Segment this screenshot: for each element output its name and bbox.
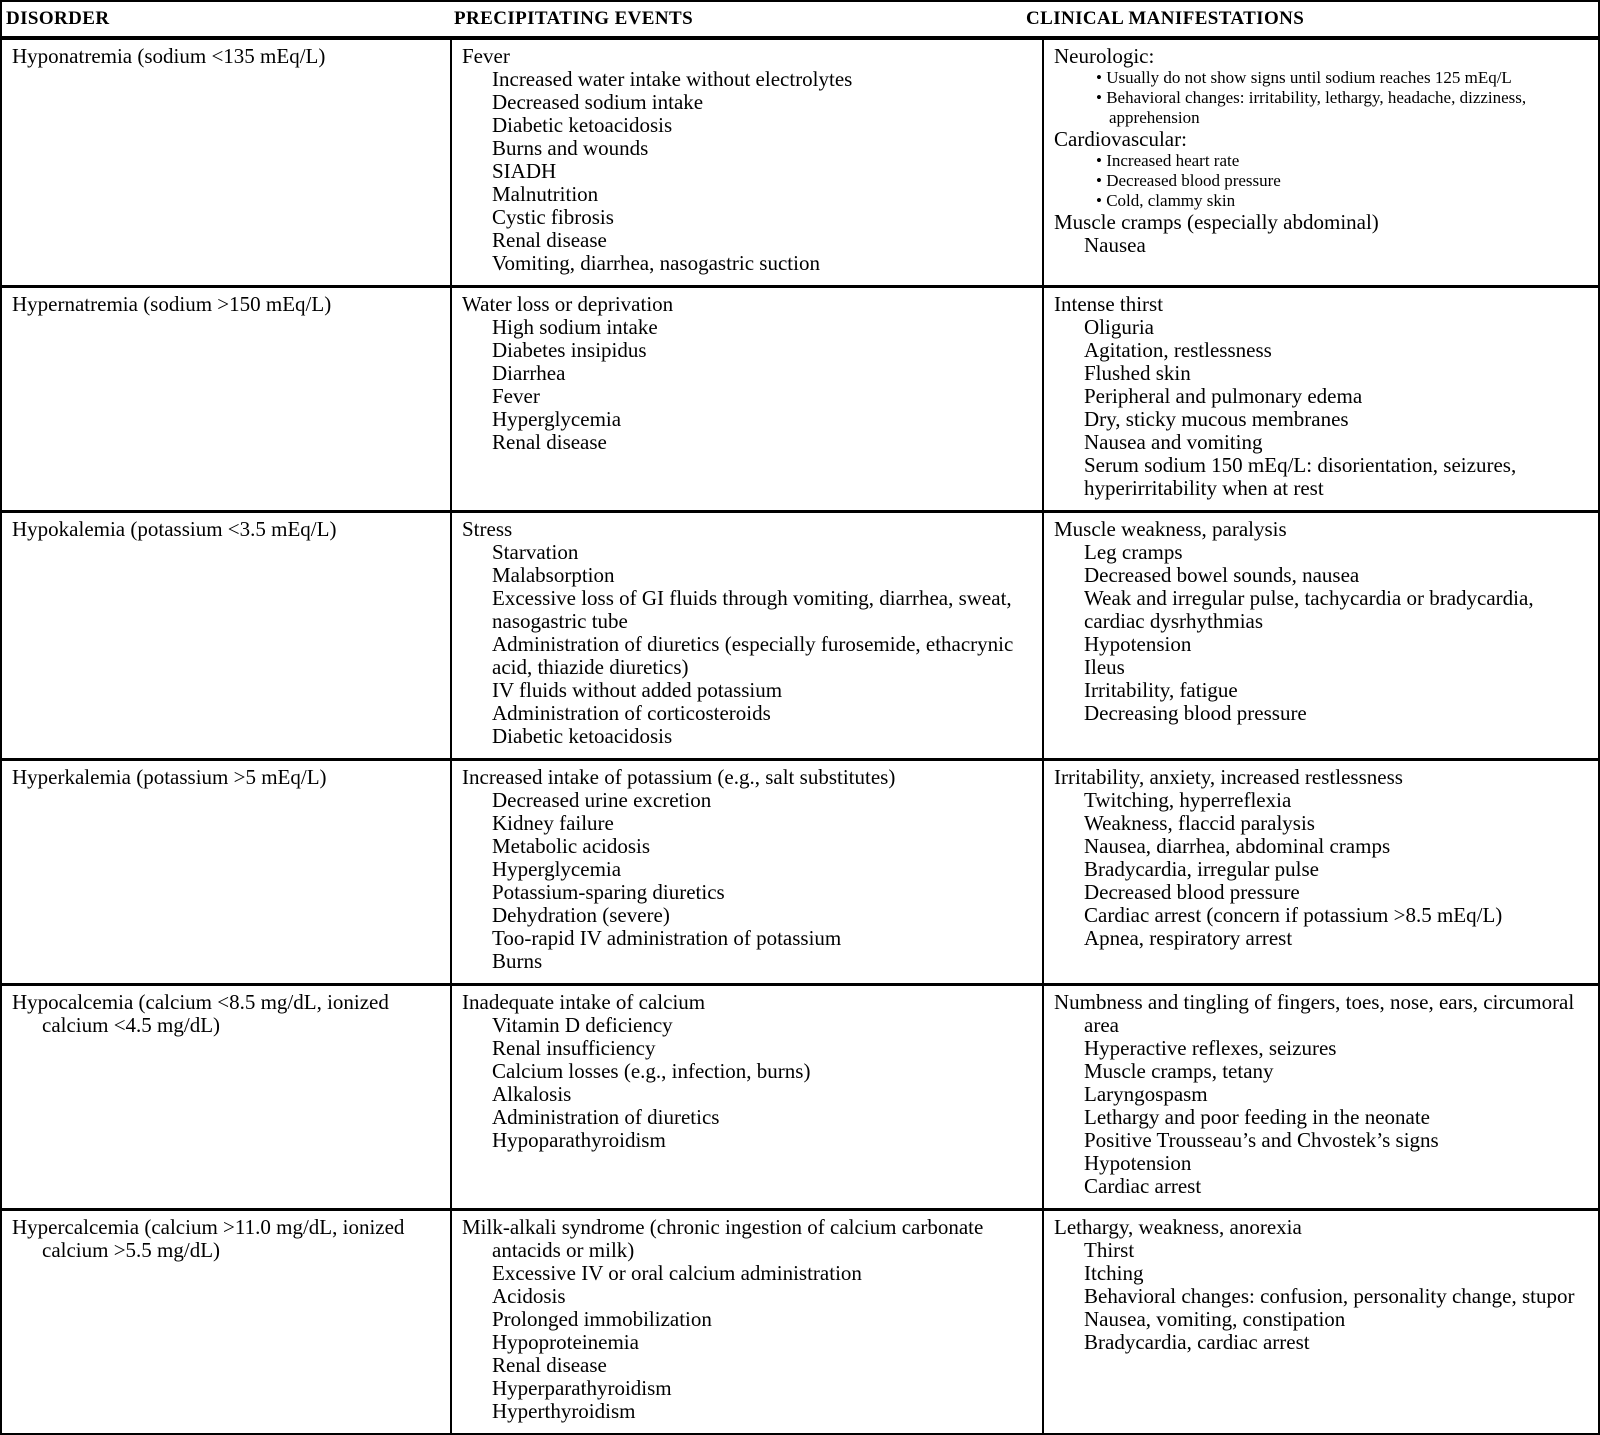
- text-line: Nausea, vomiting, constipation: [1084, 1307, 1346, 1331]
- text-line: Intense thirst: [1054, 292, 1164, 316]
- bullet-icon: •: [1096, 88, 1107, 107]
- column-header-label: DISORDER: [6, 8, 110, 29]
- text-line: Hypotension: [1084, 632, 1192, 656]
- cell-manifestations: [1042, 986, 1598, 1208]
- text-line: Peripheral and pulmonary edema: [1084, 384, 1363, 408]
- text-line: Inadequate intake of calcium: [462, 990, 706, 1014]
- bullet-icon: •: [1096, 151, 1107, 170]
- text-line: Muscle cramps (especially abdominal): [1054, 210, 1379, 234]
- text-line: Cardiac arrest (concern if potassium >8.5 mEq/L): [1084, 903, 1503, 927]
- cell-manifestations: [1042, 513, 1598, 758]
- text-line: Hypercalcemia (calcium >11.0 mg/dL, ionized calcium >5.5 mg/dL): [12, 1215, 405, 1262]
- text-line: Bradycardia, irregular pulse: [1084, 857, 1319, 881]
- text-line: Dry, sticky mucous membranes: [1084, 407, 1349, 431]
- text-line: Fever: [462, 44, 510, 68]
- text-line: Administration of corticosteroids: [492, 701, 771, 725]
- text-line: Administration of diuretics: [492, 1105, 720, 1129]
- text-line: Decreased bowel sounds, nausea: [1084, 563, 1360, 587]
- text-line: Dehydration (severe): [492, 903, 670, 927]
- text-line: Decreasing blood pressure: [1084, 701, 1307, 725]
- text-line: Milk-alkali syndrome (chronic ingestion of calcium carbonate antacids or milk): [462, 1215, 984, 1262]
- column-header-label: PRECIPITATING EVENTS: [454, 8, 694, 29]
- text-line: Bradycardia, cardiac arrest: [1084, 1330, 1310, 1354]
- table-body: [2, 40, 1598, 1433]
- text-line: Hypernatremia (sodium >150 mEq/L): [12, 292, 332, 316]
- text-line: Diarrhea: [492, 361, 566, 385]
- text-line: Ileus: [1084, 655, 1125, 679]
- text-line: Renal disease: [492, 228, 607, 252]
- bullet-icon: •: [1096, 68, 1107, 87]
- text-line: Numbness and tingling of fingers, toes, nose, ears, circumoral area: [1054, 990, 1575, 1037]
- column-header-clinical-manifestations: [1026, 8, 1598, 30]
- table-row: [2, 983, 1598, 1208]
- column-header-disorder: [2, 8, 450, 30]
- text-line: Hypoproteinemia: [492, 1330, 639, 1354]
- text-line: Acidosis: [492, 1284, 566, 1308]
- text-line: IV fluids without added potassium: [492, 678, 783, 702]
- cell-disorder: [2, 513, 450, 758]
- text-line: Hyperthyroidism: [492, 1399, 636, 1423]
- text-line: Diabetes insipidus: [492, 338, 647, 362]
- text-line: Lethargy, weakness, anorexia: [1054, 1215, 1302, 1239]
- bullet-line: • Increased heart rate: [1096, 151, 1240, 170]
- text-line: Starvation: [492, 540, 579, 564]
- text-line: Leg cramps: [1084, 540, 1183, 564]
- cell-events: [450, 986, 1042, 1208]
- text-line: Twitching, hyperreflexia: [1084, 788, 1292, 812]
- bullet-icon: •: [1096, 191, 1107, 210]
- text-line: Hypotension: [1084, 1151, 1192, 1175]
- text-line: Hypocalcemia (calcium <8.5 mg/dL, ionized calcium <4.5 mg/dL): [12, 990, 389, 1037]
- table-row: [2, 40, 1598, 285]
- column-header-precipitating-events: [450, 8, 1042, 30]
- text-line: Neurologic:: [1054, 44, 1155, 68]
- text-line: Hyperglycemia: [492, 407, 622, 431]
- text-line: Muscle weakness, paralysis: [1054, 517, 1287, 541]
- table-header-row: [2, 2, 1598, 40]
- text-line: Cardiac arrest: [1084, 1174, 1202, 1198]
- text-line: Increased intake of potassium (e.g., salt substitutes): [462, 765, 896, 789]
- text-line: Stress: [462, 517, 513, 541]
- cell-events: [450, 761, 1042, 983]
- text-line: High sodium intake: [492, 315, 658, 339]
- text-line: Cardiovascular:: [1054, 127, 1187, 151]
- text-line: Malabsorption: [492, 563, 615, 587]
- table-row: [2, 285, 1598, 510]
- text-line: Water loss or deprivation: [462, 292, 674, 316]
- text-line: Weakness, flaccid paralysis: [1084, 811, 1315, 835]
- text-line: Hyperparathyroidism: [492, 1376, 672, 1400]
- cell-disorder: [2, 1211, 450, 1433]
- text-line: Agitation, restlessness: [1084, 338, 1272, 362]
- text-line: Burns: [492, 949, 543, 973]
- cell-disorder: [2, 986, 450, 1208]
- text-line: Decreased urine excretion: [492, 788, 712, 812]
- text-line: Positive Trousseau’s and Chvostek’s signs: [1084, 1128, 1439, 1152]
- text-line: Burns and wounds: [492, 136, 649, 160]
- cell-events: [450, 513, 1042, 758]
- text-line: Vitamin D deficiency: [492, 1013, 673, 1037]
- table-row: [2, 1208, 1598, 1433]
- text-line: Thirst: [1084, 1238, 1135, 1262]
- text-line: Diabetic ketoacidosis: [492, 724, 673, 748]
- text-line: Prolonged immobilization: [492, 1307, 712, 1331]
- text-line: Excessive loss of GI fluids through vomiting, diarrhea, sweat, nasogastric tube: [492, 586, 1012, 633]
- text-line: Decreased blood pressure: [1084, 880, 1300, 904]
- text-line: Hyperglycemia: [492, 857, 622, 881]
- cell-disorder: [2, 288, 450, 510]
- bullet-line: • Decreased blood pressure: [1096, 171, 1281, 190]
- text-line: Hypoparathyroidism: [492, 1128, 666, 1152]
- text-line: Laryngospasm: [1084, 1082, 1208, 1106]
- bullet-line: • Cold, clammy skin: [1096, 191, 1236, 210]
- cell-events: [450, 1211, 1042, 1433]
- text-line: Renal insufficiency: [492, 1036, 656, 1060]
- text-line: SIADH: [492, 159, 557, 183]
- bullet-icon: •: [1096, 171, 1107, 190]
- cell-disorder: [2, 761, 450, 983]
- text-line: Administration of diuretics (especially furosemide, ethacrynic acid, thiazide diuretics): [492, 632, 1014, 679]
- cell-manifestations: [1042, 40, 1598, 285]
- text-line: Too-rapid IV administration of potassium: [492, 926, 842, 950]
- cell-manifestations: [1042, 1211, 1598, 1433]
- text-line: Hyponatremia (sodium <135 mEq/L): [12, 44, 326, 68]
- text-line: Renal disease: [492, 1353, 607, 1377]
- text-line: Nausea, diarrhea, abdominal cramps: [1084, 834, 1391, 858]
- text-line: Cystic fibrosis: [492, 205, 614, 229]
- text-line: Decreased sodium intake: [492, 90, 704, 114]
- text-line: Excessive IV or oral calcium administration: [492, 1261, 862, 1285]
- text-line: Itching: [1084, 1261, 1144, 1285]
- cell-disorder: [2, 40, 450, 285]
- text-line: Irritability, anxiety, increased restlessness: [1054, 765, 1403, 789]
- text-line: Flushed skin: [1084, 361, 1191, 385]
- text-line: Diabetic ketoacidosis: [492, 113, 673, 137]
- bullet-line: • Usually do not show signs until sodium reaches 125 mEq/L: [1096, 68, 1512, 87]
- text-line: Irritability, fatigue: [1084, 678, 1238, 702]
- text-line: Behavioral changes: confusion, personality change, stupor: [1084, 1284, 1575, 1308]
- text-line: Oliguria: [1084, 315, 1154, 339]
- text-line: Alkalosis: [492, 1082, 572, 1106]
- table-row: [2, 510, 1598, 758]
- text-line: Lethargy and poor feeding in the neonate: [1084, 1105, 1430, 1129]
- text-line: Hypokalemia (potassium <3.5 mEq/L): [12, 517, 337, 541]
- cell-manifestations: [1042, 288, 1598, 510]
- text-line: Vomiting, diarrhea, nasogastric suction: [492, 251, 820, 275]
- table-row: [2, 758, 1598, 983]
- bullet-line: • Behavioral changes: irritability, lethargy, headache, dizziness, apprehension: [1096, 88, 1527, 127]
- text-line: Serum sodium 150 mEq/L: disorientation, seizures, hyperirritability when at rest: [1084, 453, 1517, 500]
- text-line: Nausea: [1084, 233, 1146, 257]
- text-line: Muscle cramps, tetany: [1084, 1059, 1274, 1083]
- cell-manifestations: [1042, 761, 1598, 983]
- text-line: Metabolic acidosis: [492, 834, 651, 858]
- text-line: Weak and irregular pulse, tachycardia or bradycardia, cardiac dysrhythmias: [1084, 586, 1534, 633]
- text-line: Calcium losses (e.g., infection, burns): [492, 1059, 811, 1083]
- cell-events: [450, 288, 1042, 510]
- cell-events: [450, 40, 1042, 285]
- text-line: Renal disease: [492, 430, 607, 454]
- text-line: Nausea and vomiting: [1084, 430, 1263, 454]
- text-line: Hyperactive reflexes, seizures: [1084, 1036, 1337, 1060]
- text-line: Increased water intake without electrolytes: [492, 67, 853, 91]
- text-line: Malnutrition: [492, 182, 599, 206]
- text-line: Apnea, respiratory arrest: [1084, 926, 1293, 950]
- text-line: Fever: [492, 384, 540, 408]
- column-header-label: CLINICAL MANIFESTATIONS: [1026, 8, 1305, 29]
- text-line: Hyperkalemia (potassium >5 mEq/L): [12, 765, 327, 789]
- text-line: Kidney failure: [492, 811, 614, 835]
- text-line: Potassium-sparing diuretics: [492, 880, 725, 904]
